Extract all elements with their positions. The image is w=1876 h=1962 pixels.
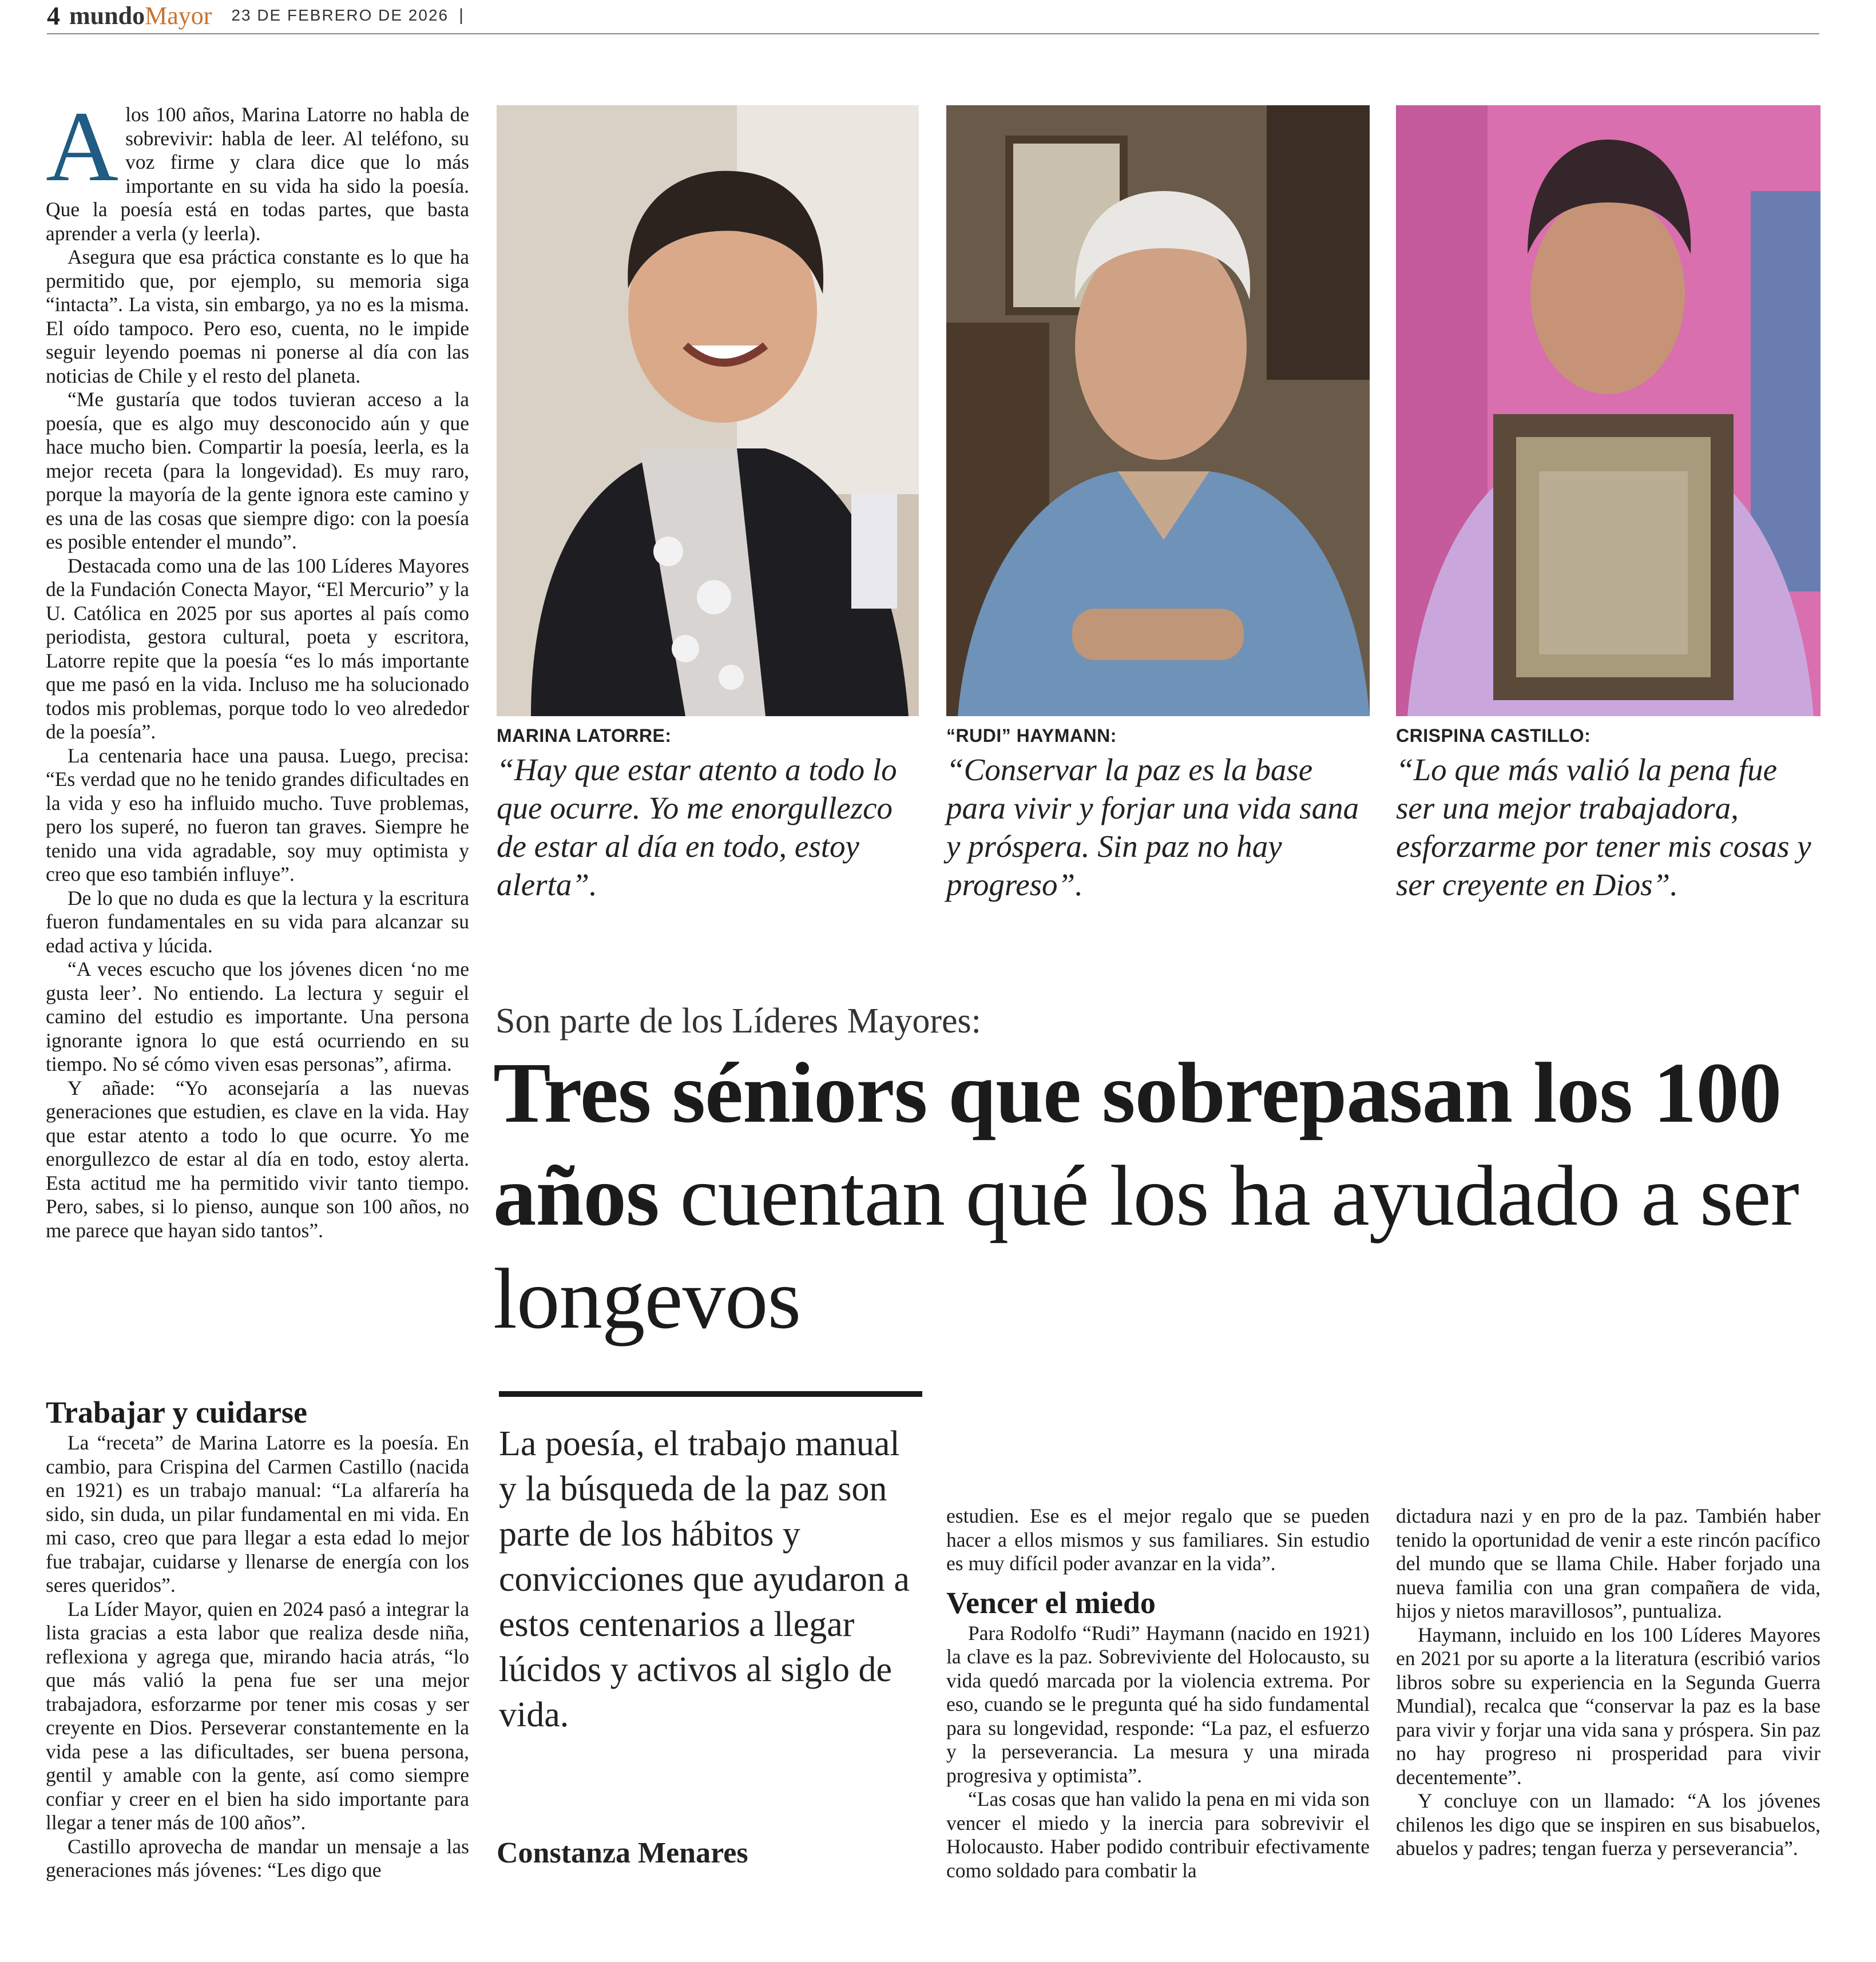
caption-quote-3: “Lo que más valió la pena fue ser una mejor trabajadora, esforzarme por tener mis cosas y ser creyente en Dios”.: [1396, 752, 1811, 902]
subheading-vencer: Vencer el miedo: [946, 1585, 1156, 1620]
photo-crispina-castillo: [1396, 105, 1821, 716]
page-number: 4: [47, 1, 60, 30]
issue-date: 23 DE FEBRERO DE 2026: [231, 6, 449, 24]
portrait-illustration: [1396, 105, 1821, 716]
portrait-illustration: [946, 105, 1370, 716]
photo-marina-latorre: [497, 105, 919, 716]
headline-regular-part: cuentan qué los ha ayudado a ser longevos: [493, 1147, 1799, 1347]
article-column-4: [1396, 1504, 1821, 1939]
article-column-1: [46, 91, 469, 1399]
header-separator: |: [459, 6, 463, 25]
body-paragraph: Para Rodolfo “Rudi” Haymann (nacido en 1921) la clave es la paz. Sobreviviente del Holocausto, su vida quedó marcada por la violencia extrema. Por eso, cuando se le pregunta qué ha sido fundamental para su longevidad, responde: “La paz, el esfuerzo y la perseverancia. La mesura y una mirada progresiva y optimista”.: [946, 1621, 1370, 1787]
caption-quote-2: “Conservar la paz es la base para vivir y forjar una vida sana y próspera. Sin paz no hay progreso”.: [946, 752, 1359, 902]
drop-cap: A: [46, 91, 119, 202]
byline: Constanza Menares: [497, 1837, 748, 1869]
body-paragraph: “A veces escucho que los jóvenes dicen ‘no me gusta leer’. No entiendo. La lectura y seguir el camino del estudio es importante. Una persona ignorante ignora lo que está ocurriendo en su tiempo. No sé cómo viven esas personas”, afirma.: [46, 958, 469, 1075]
body-paragraph: De lo que no duda es que la lectura y la escritura fueron fundamentales en su vida para alcanzar su edad activa y lúcida.: [46, 886, 469, 957]
caption-name-1: MARINA LATORRE:: [497, 725, 672, 746]
body-paragraph: Destacada como una de las 100 Líderes Mayores de la Fundación Conecta Mayor, “El Mercurio” y la U. Católica en 2025 por sus aportes al país como periodista, gestora cultural, poeta y escritora, Latorre repite que la poesía “es lo más importante que me pasó en la vida. Incluso me ha solucionado todos mis problemas, porque todo lo veo alrededor de la poesía”.: [46, 554, 469, 743]
article-column-3: [946, 1504, 1370, 1939]
caption-name-3: CRISPINA CASTILLO:: [1396, 725, 1591, 746]
headline-kicker: Son parte de los Líderes Mayores:: [495, 1002, 981, 1040]
article-column-1-lower: [46, 1396, 469, 1922]
lede-summary: La poesía, el trabajo manual y la búsqueda de la paz son parte de los hábitos y convicciones que ayudaron a estos centenarios a llegar lúcidos y activos al siglo de vida.: [499, 1424, 910, 1734]
caption-quote-1: “Hay que estar atento a todo lo que ocurre. Yo me enorgullezco de estar al día en todo, estoy alerta”.: [497, 752, 897, 902]
section-name-part1: mundo: [69, 1, 145, 30]
body-paragraph: Haymann, incluido en los 100 Líderes Mayores en 2021 por su aporte a la literatura (escribió varios libros sobre su experiencia en la Segunda Guerra Mundial), recalca que “conservar la paz es la base para vivir y forjar una vida sana y próspera. Sin paz no hay progreso ni prosperidad para vivir decentemente”.: [1396, 1623, 1821, 1789]
body-paragraph: estudien. Ese es el mejor regalo que se pueden hacer a ellos mismos y sus familiares. Sin estudio es muy difícil poder avanzar en la vida”.: [946, 1504, 1370, 1575]
headline: [493, 1041, 1821, 1350]
body-paragraph: “Las cosas que han valido la pena en mi vida son vencer el miedo y la inercia para sobrevivir el Holocausto. Haber podido contribuir efectivamente como soldado para combatir la: [946, 1788, 1370, 1882]
body-paragraph: La centenaria hace una pausa. Luego, precisa: “Es verdad que no he tenido grandes dificultades en la vida y eso ha influido mucho. Tuve problemas, pero los superé, no fueron tan graves. Siempre he tenido una vida agradable, soy muy optimista y creo que eso también influye”.: [46, 744, 469, 885]
body-paragraph: dictadura nazi y en pro de la paz. También haber tenido la oportunidad de venir a este rincón pacífico del mundo que se llama Chile. Haber forjado una nueva familia con una gran compañera de vida, hijos y nietos maravillosos”, puntualiza.: [1396, 1504, 1821, 1622]
body-paragraph: Y añade: “Yo aconsejaría a las nuevas generaciones que estudien, es clave en la vida. Hay que estar atento a todo lo que ocurre. Yo me enorgullezco de estar al día en todo, estoy alerta. Esta actitud me ha permitido vivir tanto tiempo. Pero, sabes, si lo pienso, aunque son 100 años, no me parece que hayan sido tantos”.: [46, 1076, 469, 1242]
body-paragraph: La “receta” de Marina Latorre es la poesía. En cambio, para Crispina del Carmen Castillo (nacida en 1921) es un trabajo manual: “La alfarería ha sido, sin duda, un pilar fundamental en mi vida. En mi caso, creo que para llegar a esta edad lo mejor fue trabajar, cuidarse y llenarse de energía con los seres queridos”.: [46, 1431, 469, 1596]
caption-name-2: “RUDI” HAYMANN:: [946, 725, 1117, 746]
section-name-part2: Mayor: [145, 1, 212, 30]
body-paragraph: Castillo aprovecha de mandar un mensaje a las generaciones más jóvenes: “Les digo que: [46, 1834, 469, 1881]
photo-rudi-haymann: [946, 105, 1370, 716]
body-paragraph: “Me gustaría que todos tuvieran acceso a la poesía, que es algo muy desconocido aún y que hace mucho bien. Compartir la poesía, leerla, es la mejor receta (para la longevidad). Es muy raro, porque la mayoría de la gente ignora este camino y es una de las cosas que siempre digo: con la poesía es posible entender el mundo”.: [46, 388, 469, 553]
body-paragraph: Y concluye con un llamado: “A los jóvenes chilenos les digo que se inspiren en sus bisabuelos, abuelos y padres; tengan fuerza y perseverancia”.: [1396, 1789, 1821, 1860]
headline-bold-part: Tres séniors que sobrepasan los 100 años: [493, 1044, 1782, 1244]
lede-rule: [499, 1391, 922, 1397]
page-folio: [47, 0, 463, 31]
body-paragraph: Asegura que esa práctica constante es lo que ha permitido que, por ejemplo, su memoria siga “intacta”. La vista, sin embargo, ya no es la misma. El oído tampoco. Pero eso, cuenta, no le impide seguir leyendo poemas ni ponerse al día con las noticias de Chile y el resto del planeta.: [46, 245, 469, 387]
portrait-illustration: [497, 105, 919, 716]
body-paragraph: La Líder Mayor, quien en 2024 pasó a integrar la lista gracias a esta labor que realiza desde niña, reflexiona y agrega que, mirando hacia atrás, “lo que más valió la pena fue ser una mejor trabajadora, esforzarme por tener mis cosas y ser creyente en Dios. Perseverar constantemente en la vida pese a las dificultades, ser buena persona, gentil y amable con la gente, así como siempre confiar y creer en el bien ha sido importante para llegar a tener más de 100 años”.: [46, 1597, 469, 1834]
subheading-trabajar: Trabajar y cuidarse: [46, 1395, 307, 1429]
first-paragraph: Alos 100 años, Marina Latorre no habla de sobrevivir: habla de leer. Al teléfono, su voz firme y clara dice que lo más importante en su vida ha sido la poesía. Que la poesía está en todas partes, que basta aprender a verla (y leerla).: [46, 91, 469, 245]
header-rule: [47, 33, 1819, 34]
